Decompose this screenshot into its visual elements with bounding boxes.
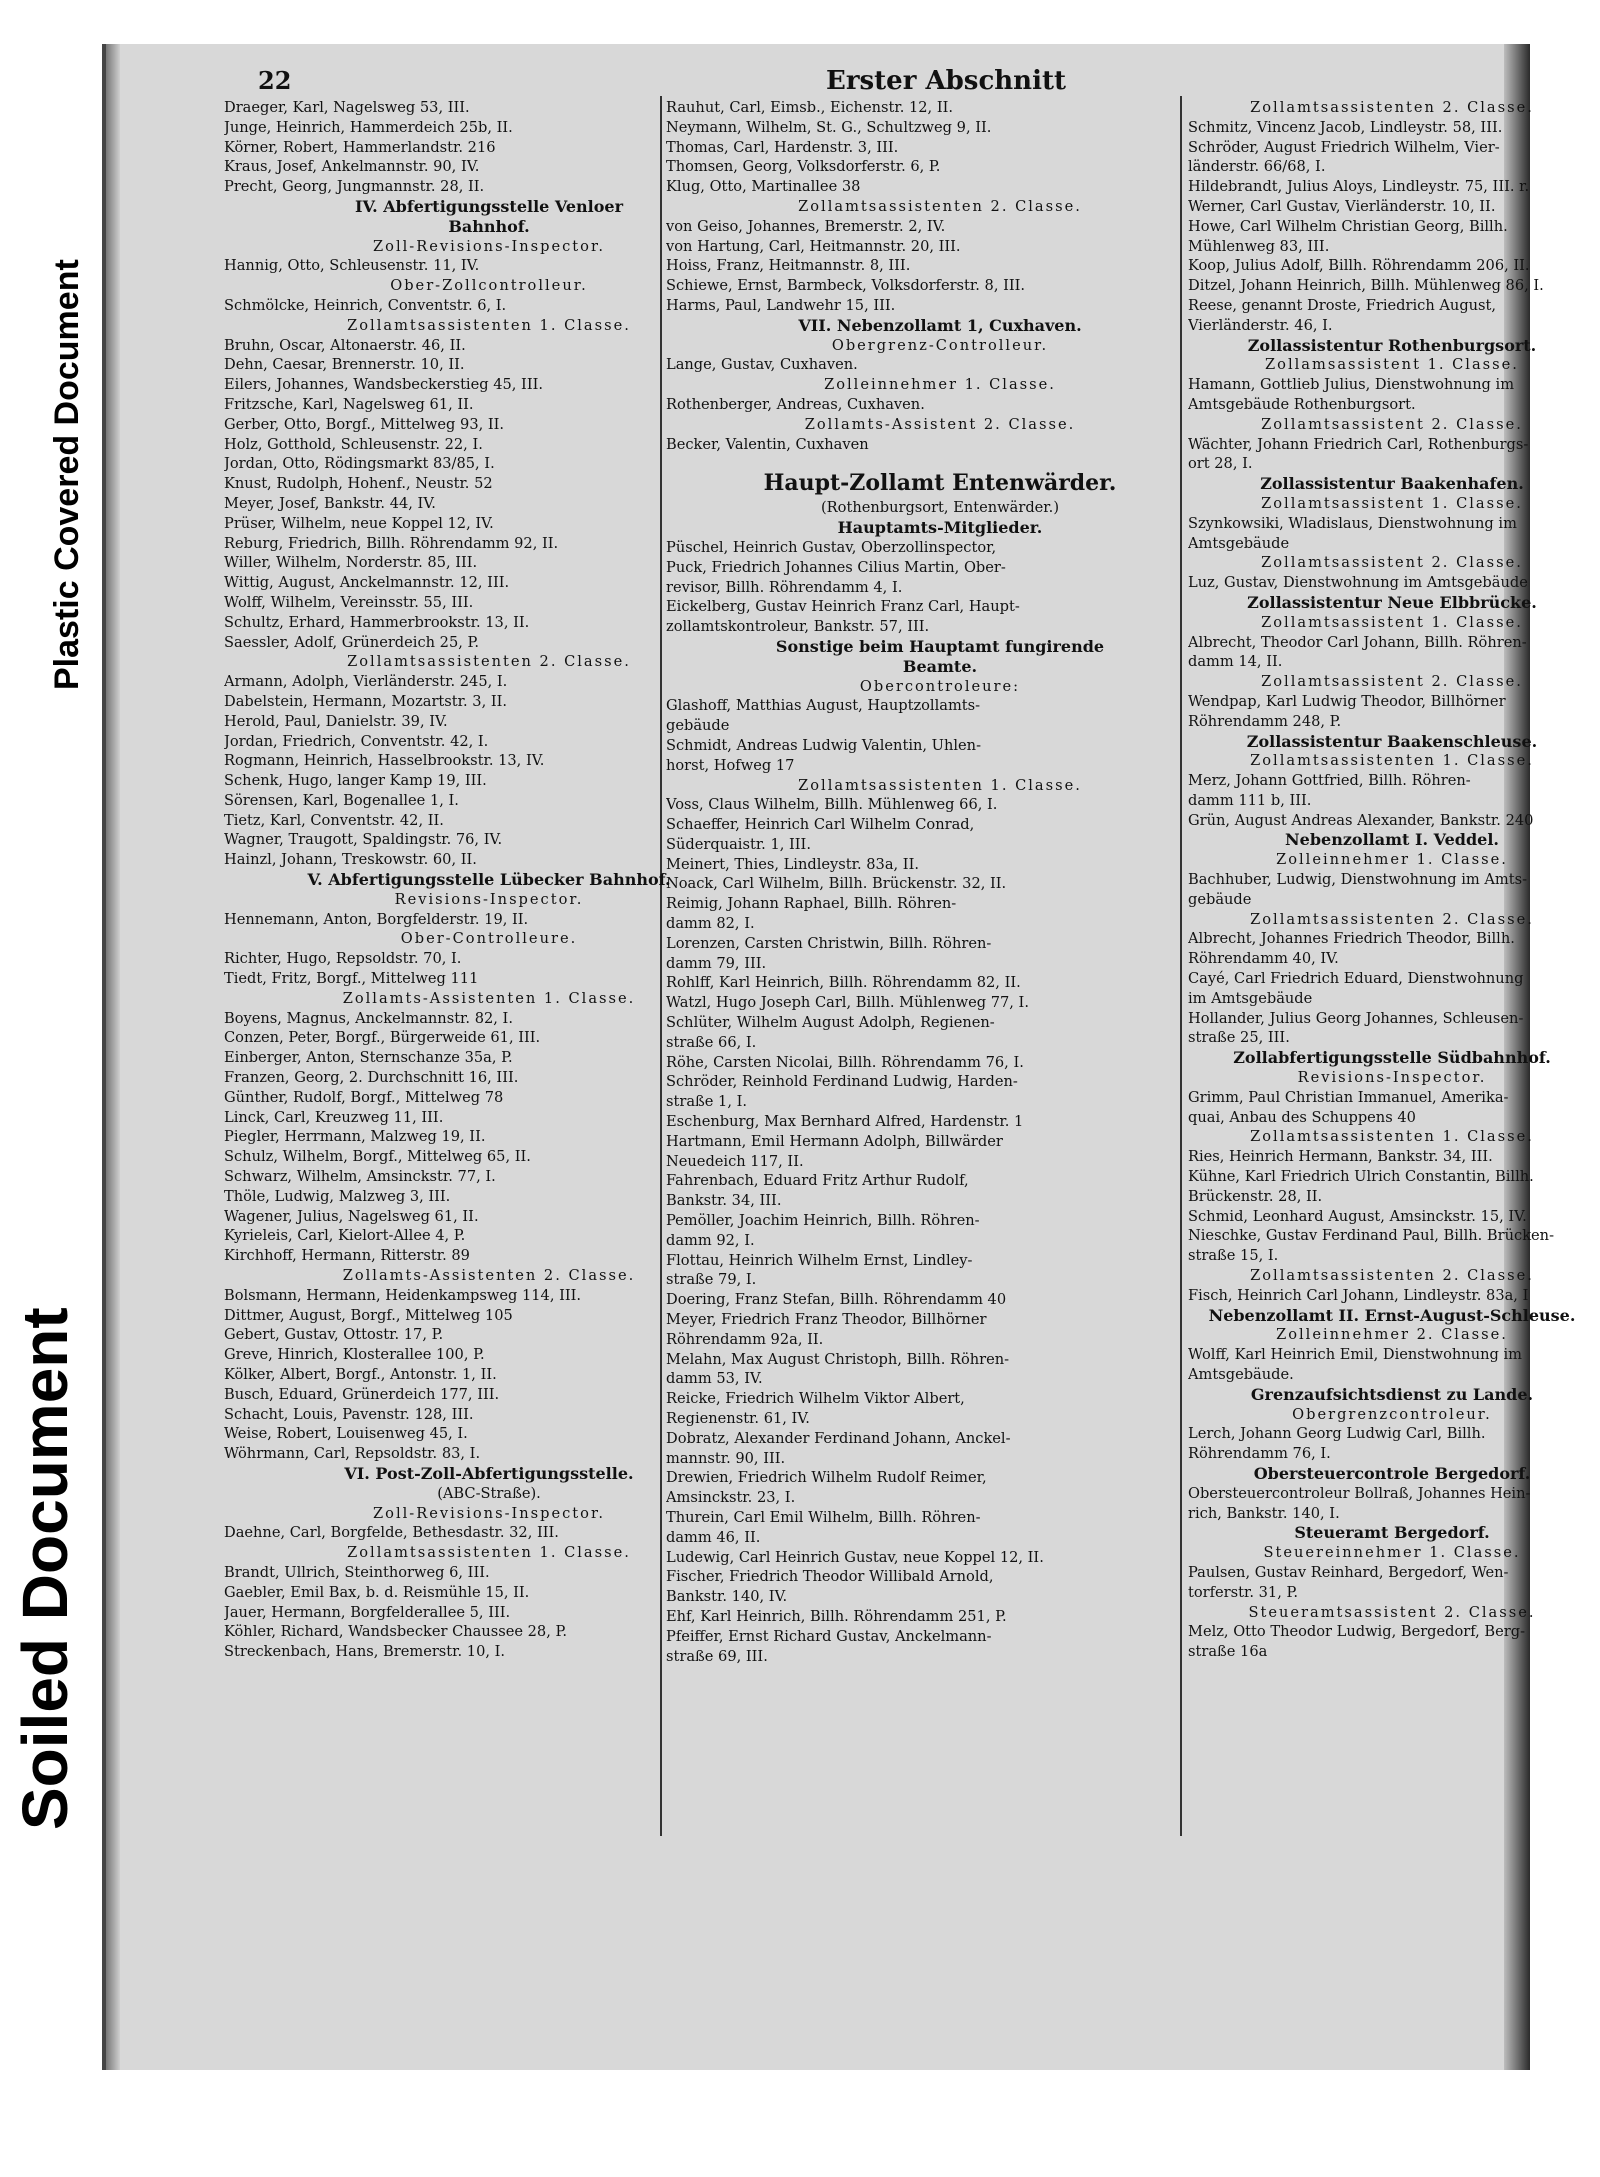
entry-line: Saessler, Adolf, Grünerdeich 25, P. xyxy=(224,633,480,651)
entry-line: Fahrenbach, Eduard Fritz Arthur Rudolf, xyxy=(666,1172,969,1190)
entry-line: ort 28, I. xyxy=(1188,455,1253,473)
entry-line: Kyrieleis, Carl, Kielort-Allee 4, P. xyxy=(224,1227,466,1245)
column-3 xyxy=(1188,98,1596,1662)
entry-line: Conzen, Peter, Borgf., Bürgerweide 61, III. xyxy=(224,1029,541,1047)
entry-line: Hainzl, Johann, Treskowstr. 60, II. xyxy=(224,851,477,869)
entry-line: Regienenstr. 61, IV. xyxy=(666,1410,810,1427)
entry-line: Ludewig, Carl Heinrich Gustav, neue Koppel 12, II. xyxy=(666,1548,1044,1566)
entry-line: Röhrendamm 248, P. xyxy=(1188,712,1342,730)
entry-line: Nieschke, Gustav Ferdinand Paul, Billh. Brücken- xyxy=(1188,1227,1555,1245)
entry-line: Kühne, Karl Friedrich Ulrich Constantin, Billh. xyxy=(1188,1168,1534,1186)
entry-line: Amtsgebäude Rothenburgsort. xyxy=(1188,395,1416,413)
section-heading: Hauptamts-Mitglieder. xyxy=(837,518,1043,538)
rank-heading: Zollamts-Assistenten 2. Classe. xyxy=(342,1267,636,1285)
entry-line: Doering, Franz Stefan, Billh. Röhrendamm 40 xyxy=(666,1291,1007,1309)
soiled-document-label: Soiled Document xyxy=(9,1307,81,1830)
entry-line: revisor, Billh. Röhrendamm 4, I. xyxy=(666,578,903,596)
entry-line: Meyer, Friedrich Franz Theodor, Billhörner xyxy=(666,1311,987,1329)
entry-line: Weise, Robert, Louisenweg 45, I. xyxy=(224,1425,468,1443)
section-heading: Zollassistentur Baakenhafen. xyxy=(1260,474,1524,494)
entry-line: Pemöller, Joachim Heinrich, Billh. Röhren- xyxy=(666,1212,980,1230)
entry-line: Tiedt, Fritz, Borgf., Mittelweg 111 xyxy=(224,970,479,988)
entry-line: straße 66, I. xyxy=(666,1033,757,1051)
entry-line: Thöle, Ludwig, Malzweg 3, III. xyxy=(224,1187,451,1205)
entry-line: Schaeffer, Heinrich Carl Wilhelm Conrad, xyxy=(666,816,975,834)
rank-heading: Zollamtsassistenten 1. Classe. xyxy=(798,776,1082,794)
page-left-edge xyxy=(106,44,120,2070)
entry-line: Dehn, Caesar, Brennerstr. 10, II. xyxy=(224,356,465,374)
entry-line: Melz, Otto Theodor Ludwig, Bergedorf, Berg- xyxy=(1188,1623,1526,1641)
rank-heading: Zolleinnehmer 1. Classe. xyxy=(1276,851,1508,869)
entry-line: Meinert, Thies, Lindleystr. 83a, II. xyxy=(666,855,919,873)
entry-line: Amsinckstr. 23, I. xyxy=(666,1489,796,1507)
entry-line: Einberger, Anton, Sternschanze 35a, P. xyxy=(224,1049,513,1067)
entry-line: Drewien, Friedrich Wilhelm Rudolf Reimer, xyxy=(666,1469,987,1487)
entry-line: Meyer, Josef, Bankstr. 44, IV. xyxy=(224,494,436,512)
entry-line: Neymann, Wilhelm, St. G., Schultzweg 9, II. xyxy=(666,118,992,136)
entry-line: Ditzel, Johann Heinrich, Billh. Mühlenweg 86, I. xyxy=(1188,277,1544,295)
entry-line: Schwarz, Wilhelm, Amsinckstr. 77, I. xyxy=(224,1168,496,1186)
entry-line: damm 82, I. xyxy=(666,915,755,933)
entry-line: Mühlenweg 83, III. xyxy=(1188,237,1330,255)
entry-line: Voss, Claus Wilhelm, Billh. Mühlenweg 66, I. xyxy=(666,796,998,814)
scanned-page xyxy=(102,44,1576,2070)
entry-line: damm 46, II. xyxy=(666,1528,761,1546)
entry-line: Kirchhoff, Hermann, Ritterstr. 89 xyxy=(224,1247,470,1265)
entry-line: gebäude xyxy=(1188,890,1252,908)
entry-line: Hollander, Julius Georg Johannes, Schleusen- xyxy=(1188,1009,1524,1027)
entry-line: straße 25, III. xyxy=(1188,1029,1290,1047)
rank-heading: Zollamtsassistenten 2. Classe. xyxy=(1250,99,1534,116)
entry-line: Herold, Paul, Danielstr. 39, IV. xyxy=(224,712,448,730)
entry-line: Szynkowsiki, Wladislaus, Dienstwohnung im xyxy=(1188,514,1517,532)
rank-heading: Ober-Controlleure. xyxy=(400,930,578,948)
entry-line: Bruhn, Oscar, Altonaerstr. 46, II. xyxy=(224,336,466,354)
entry-line: Boyens, Magnus, Anckelmannstr. 82, I. xyxy=(224,1009,513,1027)
section-heading: Steueramt Bergedorf. xyxy=(1294,1523,1490,1543)
entry-line: Melahn, Max August Christoph, Billh. Röhren- xyxy=(666,1350,1010,1368)
entry-line: Wolff, Karl Heinrich Emil, Dienstwohnung im xyxy=(1188,1346,1522,1364)
entry-line: Wöhrmann, Carl, Repsoldstr. 83, I. xyxy=(224,1445,481,1463)
rank-heading: Zoll-Revisions-Inspector. xyxy=(373,1504,605,1522)
entry-line: Grün, August Andreas Alexander, Bankstr. 240 xyxy=(1188,811,1534,829)
rank-heading: Steueramtsassistent 2. Classe. xyxy=(1248,1603,1536,1621)
entry-line: Rohlff, Karl Heinrich, Billh. Röhrendamm 82, II. xyxy=(666,974,1021,992)
rank-heading: Zollamtsassistent 1. Classe. xyxy=(1261,613,1523,631)
entry-line: Günther, Rudolf, Borgf., Mittelweg 78 xyxy=(224,1088,504,1106)
section-heading: Zollassistentur Baakenschleuse. xyxy=(1246,731,1538,751)
entry-line: Eickelberg, Gustav Heinrich Franz Carl, Haupt- xyxy=(666,598,1020,616)
entry-line: Watzl, Hugo Joseph Carl, Billh. Mühlenweg 77, I. xyxy=(666,994,1029,1012)
plastic-covered-label: Plastic Covered Document xyxy=(48,259,86,690)
section-heading: Bahnhof. xyxy=(448,216,530,236)
entry-line: Daehne, Carl, Borgfelde, Bethesdastr. 32, III. xyxy=(224,1524,559,1542)
entry-line: Schmitz, Vincenz Jacob, Lindleystr. 58, III. xyxy=(1188,118,1503,136)
section-subtitle: (ABC-Straße). xyxy=(437,1484,541,1502)
entry-line: Werner, Carl Gustav, Vierländerstr. 10, II. xyxy=(1188,197,1496,215)
entry-line: Wendpap, Karl Ludwig Theodor, Billhörner xyxy=(1188,692,1506,710)
entry-line: Eschenburg, Max Bernhard Alfred, Hardenstr. 1 xyxy=(666,1113,1024,1131)
entry-line: Koop, Julius Adolf, Billh. Röhrendamm 206, II. xyxy=(1188,257,1530,275)
entry-line: Wittig, August, Anckelmannstr. 12, III. xyxy=(224,574,510,592)
entry-line: Pfeiffer, Ernst Richard Gustav, Anckelmann- xyxy=(666,1627,992,1645)
entry-line: damm 79, III. xyxy=(666,954,767,972)
entry-line: Schlüter, Wilhelm August Adolph, Regienen- xyxy=(666,1014,995,1032)
section-heading: VII. Nebenzollamt 1, Cuxhaven. xyxy=(798,315,1082,335)
entry-line: Willer, Wilhelm, Norderstr. 85, III. xyxy=(224,554,478,572)
entry-line: Lorenzen, Carsten Christwin, Billh. Röhren- xyxy=(666,934,992,952)
entry-line: Noack, Carl Wilhelm, Billh. Brückenstr. 32, II. xyxy=(666,875,1007,893)
entry-line: Püschel, Heinrich Gustav, Oberzollinspector, xyxy=(666,538,997,556)
entry-line: Bachhuber, Ludwig, Dienstwohnung im Amts- xyxy=(1188,871,1528,889)
section-heading: Beamte. xyxy=(902,656,978,676)
entry-line: straße 16a xyxy=(1188,1643,1268,1661)
rank-heading: Zollamtsassistenten 2. Classe. xyxy=(1250,910,1534,928)
rank-heading: Zollamtsassistenten 2. Classe. xyxy=(347,653,631,671)
entry-line: Cayé, Carl Friedrich Eduard, Dienstwohnung xyxy=(1188,970,1524,988)
rank-heading: Zollamsassistent 1. Classe. xyxy=(1265,356,1519,374)
entry-line: länderstr. 66/68, I. xyxy=(1188,158,1326,176)
entry-line: Fisch, Heinrich Carl Johann, Lindleystr. 83a, I xyxy=(1188,1286,1529,1304)
entry-line: Harms, Paul, Landwehr 15, III. xyxy=(666,296,896,314)
entry-line: Piegler, Herrmann, Malzweg 19, II. xyxy=(224,1128,486,1146)
entry-line: Röhrendamm 40, IV. xyxy=(1188,950,1339,968)
entry-line: Köhler, Richard, Wandsbecker Chaussee 28, P. xyxy=(224,1623,567,1641)
entry-line: Dittmer, August, Borgf., Mittelweg 105 xyxy=(224,1306,513,1324)
entry-line: Wagner, Traugott, Spaldingstr. 76, IV. xyxy=(224,831,503,849)
section-heading: Sonstige beim Hauptamt fungirende xyxy=(775,636,1105,656)
office-title: Haupt-Zollamt Entenwärder. xyxy=(763,470,1117,497)
entry-line: Fritzsche, Karl, Nagelsweg 61, II. xyxy=(224,395,474,413)
entry-line: Thomsen, Georg, Volksdorferstr. 6, P. xyxy=(666,158,941,176)
rank-heading: Revisions-Inspector. xyxy=(394,890,584,908)
entry-line: Ries, Heinrich Hermann, Bankstr. 34, III. xyxy=(1188,1148,1493,1166)
entry-line: Jauer, Hermann, Borgfelderallee 5, III. xyxy=(224,1603,511,1621)
section-heading: IV. Abfertigungsstelle Venloer xyxy=(354,196,624,216)
entry-line: Hannig, Otto, Schleusenstr. 11, IV. xyxy=(224,257,480,275)
entry-line: Prüser, Wilhelm, neue Koppel 12, IV. xyxy=(224,514,494,532)
entry-line: Glashoff, Matthias August, Hauptzollamts- xyxy=(666,697,981,715)
entry-line: zollamtskontroleur, Bankstr. 57, III. xyxy=(666,618,930,636)
entry-line: Schiewe, Ernst, Barmbeck, Volksdorferstr. 8, III. xyxy=(666,277,1026,295)
rank-heading: Zollamtsassistenten 1. Classe. xyxy=(1250,752,1534,770)
entry-line: Röhrendamm 76, I. xyxy=(1188,1445,1331,1463)
entry-line: Armann, Adolph, Vierländerstr. 245, I. xyxy=(224,673,508,691)
entry-line: Holz, Gotthold, Schleusenstr. 22, I. xyxy=(224,435,483,453)
section-heading: Nebenzollamt II. Ernst-August-Schleuse. xyxy=(1208,1305,1576,1325)
rank-heading: Zollamtsassistenten 1. Classe. xyxy=(347,1544,631,1562)
rank-heading: Zollamtsassistent 2. Classe. xyxy=(1261,673,1523,691)
entry-line: Gebert, Gustav, Ottostr. 17, P. xyxy=(224,1326,444,1344)
entry-line: gebäude xyxy=(666,717,730,735)
entry-line: Brückenstr. 28, II. xyxy=(1188,1187,1323,1205)
rank-heading: Revisions-Inspector. xyxy=(1297,1069,1487,1087)
entry-line: Schenk, Hugo, langer Kamp 19, III. xyxy=(224,772,487,790)
entry-line: Rauhut, Carl, Eimsb., Eichenstr. 12, II. xyxy=(666,99,954,116)
entry-line: straße 69, III. xyxy=(666,1647,768,1665)
entry-line: Fischer, Friedrich Theodor Willibald Arnold, xyxy=(666,1568,994,1586)
entry-line: Wagener, Julius, Nagelsweg 61, II. xyxy=(224,1207,479,1225)
rank-heading: Obergrenz-Controlleur. xyxy=(831,336,1049,354)
entry-line: Röhe, Carsten Nicolai, Billh. Röhrendamm 76, I. xyxy=(666,1053,1024,1071)
entry-line: Becker, Valentin, Cuxhaven xyxy=(666,435,869,453)
entry-line: damm 14, II. xyxy=(1188,653,1283,671)
entry-line: damm 92, I. xyxy=(666,1231,755,1249)
page-header: Erster Abschnitt xyxy=(826,66,1066,96)
entry-line: Knust, Rudolph, Hohenf., Neustr. 52 xyxy=(224,475,493,493)
rank-heading: Zollamtsassistent 2. Classe. xyxy=(1261,415,1523,433)
section-heading: Obersteuercontrole Bergedorf. xyxy=(1253,1463,1531,1483)
entry-line: Puck, Friedrich Johannes Cilius Martin, Ober- xyxy=(666,558,1006,576)
rank-heading: Steuereinnehmer 1. Classe. xyxy=(1263,1544,1521,1562)
entry-line: von Geiso, Johannes, Bremerstr. 2, IV. xyxy=(666,217,946,235)
entry-line: Bolsmann, Hermann, Heidenkampsweg 114, III. xyxy=(224,1286,582,1304)
section-heading: Zollassistentur Rothenburgsort. xyxy=(1247,335,1537,355)
entry-line: Lerch, Johann Georg Ludwig Carl, Billh. xyxy=(1188,1425,1486,1443)
entry-line: damm 53, IV. xyxy=(666,1370,763,1388)
entry-line: Greve, Hinrich, Klosterallee 100, P. xyxy=(224,1346,485,1364)
entry-line: Schmid, Leonhard August, Amsinckstr. 15, IV. xyxy=(1188,1207,1527,1225)
entry-line: Thomas, Carl, Hardenstr. 3, III. xyxy=(666,138,899,156)
entry-line: quai, Anbau des Schuppens 40 xyxy=(1188,1108,1416,1126)
entry-line: Hennemann, Anton, Borgfelderstr. 19, II. xyxy=(224,910,529,928)
entry-line: Reese, genannt Droste, Friedrich August, xyxy=(1188,296,1497,314)
rank-heading: Zolleinnehmer 2. Classe. xyxy=(1276,1326,1508,1344)
spacer xyxy=(666,454,1214,468)
entry-line: Hoiss, Franz, Heitmannstr. 8, III. xyxy=(666,257,911,275)
entry-line: im Amtsgebäude xyxy=(1188,989,1313,1007)
entry-line: Reicke, Friedrich Wilhelm Viktor Albert, xyxy=(666,1390,965,1408)
entry-line: Hamann, Gottlieb Julius, Dienstwohnung im xyxy=(1188,376,1515,394)
entry-line: Süderquaistr. 1, III. xyxy=(666,835,811,853)
entry-line: Schultz, Erhard, Hammerbrookstr. 13, II. xyxy=(224,613,530,631)
entry-line: Merz, Johann Gottfried, Billh. Röhren- xyxy=(1188,772,1471,790)
entry-line: Flottau, Heinrich Wilhelm Ernst, Lindley- xyxy=(666,1251,973,1269)
entry-line: Linck, Carl, Kreuzweg 11, III. xyxy=(224,1108,444,1126)
entry-line: Albrecht, Johannes Friedrich Theodor, Billh. xyxy=(1188,930,1515,948)
entry-line: Klug, Otto, Martinallee 38 xyxy=(666,178,861,196)
entry-line: Schröder, Reinhold Ferdinand Ludwig, Harden- xyxy=(666,1073,1018,1091)
entry-line: Draeger, Karl, Nagelsweg 53, III. xyxy=(224,99,470,116)
rank-heading: Ober-Zollcontrolleur. xyxy=(390,277,588,295)
rank-heading: Zollamtsassistenten 2. Classe. xyxy=(798,197,1082,215)
entry-line: Tietz, Karl, Conventstr. 42, II. xyxy=(224,811,444,829)
entry-line: Grimm, Paul Christian Immanuel, Amerika- xyxy=(1188,1088,1509,1106)
entry-line: Gaebler, Emil Bax, b. d. Reismühle 15, II. xyxy=(224,1583,530,1601)
rank-heading: Zolleinnehmer 1. Classe. xyxy=(824,376,1056,394)
entry-line: Junge, Heinrich, Hammerdeich 25b, II. xyxy=(224,118,513,136)
entry-line: Ehf, Karl Heinrich, Billh. Röhrendamm 251, P. xyxy=(666,1607,1007,1625)
rank-heading: Zollamts-Assistent 2. Classe. xyxy=(804,415,1076,433)
entry-line: von Hartung, Carl, Heitmannstr. 20, III. xyxy=(666,237,961,255)
rank-heading: Zollamtsassistenten 1. Classe. xyxy=(347,316,631,334)
entry-line: mannstr. 90, III. xyxy=(666,1449,786,1467)
entry-line: rich, Bankstr. 140, I. xyxy=(1188,1504,1340,1522)
entry-line: Paulsen, Gustav Reinhard, Bergedorf, Wen- xyxy=(1188,1563,1509,1581)
entry-line: Hartmann, Emil Hermann Adolph, Billwärder xyxy=(666,1132,1003,1150)
section-heading: Zollassistentur Neue Elbbrücke. xyxy=(1247,592,1537,612)
entry-line: Röhrendamm 92a, II. xyxy=(666,1330,824,1348)
entry-line: Bankstr. 34, III. xyxy=(666,1192,782,1210)
entry-line: Neuedeich 117, II. xyxy=(666,1152,804,1170)
entry-line: Eilers, Johannes, Wandsbeckerstieg 45, III. xyxy=(224,376,543,394)
entry-line: Bankstr. 140, IV. xyxy=(666,1588,788,1606)
rank-heading: Zollamts-Assistenten 1. Classe. xyxy=(342,989,636,1007)
entry-line: straße 1, I. xyxy=(666,1093,748,1111)
entry-line: Albrecht, Theodor Carl Johann, Billh. Röhren- xyxy=(1188,633,1527,651)
entry-line: Vierländerstr. 46, I. xyxy=(1188,316,1333,334)
entry-line: Kraus, Josef, Ankelmannstr. 90, IV. xyxy=(224,158,480,176)
section-subtitle: (Rothenburgsort, Entenwärder.) xyxy=(820,499,1060,517)
section-heading: V. Abfertigungsstelle Lübecker Bahnhof. xyxy=(307,870,671,890)
entry-line: Busch, Eduard, Grünerdeich 177, III. xyxy=(224,1385,500,1403)
label-strip xyxy=(0,0,100,2070)
entry-line: Wächter, Johann Friedrich Carl, Rothenburgs- xyxy=(1188,435,1529,453)
entry-line: Rogmann, Heinrich, Hasselbrookstr. 13, IV. xyxy=(224,752,545,770)
entry-line: Schmidt, Andreas Ludwig Valentin, Uhlen- xyxy=(666,736,981,754)
entry-line: Schacht, Louis, Pavenstr. 128, III. xyxy=(224,1405,474,1423)
rank-heading: Zoll-Revisions-Inspector. xyxy=(373,237,605,255)
entry-line: Hildebrandt, Julius Aloys, Lindleystr. 75, III. r. xyxy=(1188,178,1530,196)
entry-line: straße 79, I. xyxy=(666,1271,757,1289)
entry-line: Kölker, Albert, Borgf., Antonstr. 1, II. xyxy=(224,1366,497,1383)
entry-line: Streckenbach, Hans, Bremerstr. 10, I. xyxy=(224,1643,506,1661)
entry-line: Richter, Hugo, Repsoldstr. 70, I. xyxy=(224,950,462,968)
entry-line: Luz, Gustav, Dienstwohnung im Amtsgebäude xyxy=(1188,574,1528,592)
entry-line: torferstr. 31, P. xyxy=(1188,1583,1298,1601)
entry-line: Jordan, Otto, Rödingsmarkt 83/85, I. xyxy=(224,455,495,473)
rank-heading: Zollamtsassistenten 2. Classe. xyxy=(1250,1267,1534,1285)
entry-line: Körner, Robert, Hammerlandstr. 216 xyxy=(224,138,496,156)
entry-line: Franzen, Georg, 2. Durchschnitt 16, III. xyxy=(224,1069,519,1087)
section-heading: Zollabfertigungsstelle Südbahnhof. xyxy=(1233,1048,1551,1068)
entry-line: Brandt, Ullrich, Steinthorweg 6, III. xyxy=(224,1563,490,1581)
rank-heading: Obercontroleure: xyxy=(859,677,1021,695)
section-heading: VI. Post-Zoll-Abfertigungsstelle. xyxy=(344,1463,634,1483)
section-heading: Grenzaufsichtsdienst zu Lande. xyxy=(1250,1384,1534,1404)
entry-line: Precht, Georg, Jungmannstr. 28, II. xyxy=(224,178,485,196)
entry-line: Reburg, Friedrich, Billh. Röhrendamm 92, II. xyxy=(224,534,559,552)
entry-line: damm 111 b, III. xyxy=(1188,791,1312,809)
entry-line: Jordan, Friedrich, Conventstr. 42, I. xyxy=(224,732,489,750)
entry-line: Schulz, Wilhelm, Borgf., Mittelweg 65, II. xyxy=(224,1148,531,1166)
entry-line: Thurein, Carl Emil Wilhelm, Billh. Röhren- xyxy=(666,1508,981,1526)
entry-line: Sörensen, Karl, Bogenallee 1, I. xyxy=(224,791,459,809)
entry-line: Dabelstein, Hermann, Mozartstr. 3, II. xyxy=(224,692,508,710)
column-2 xyxy=(666,98,1214,1666)
rank-heading: Zollamtsassistenten 1. Classe. xyxy=(1250,1128,1534,1146)
entry-line: Howe, Carl Wilhelm Christian Georg, Billh. xyxy=(1188,217,1508,235)
page-number: 22 xyxy=(258,66,292,95)
entry-line: Rothenberger, Andreas, Cuxhaven. xyxy=(666,395,925,413)
entry-line: Amtsgebäude. xyxy=(1188,1366,1294,1383)
rank-heading: Zollamtsassistent 1. Classe. xyxy=(1261,494,1523,512)
entry-line: Obersteuercontroleur Bollraß, Johannes Hein- xyxy=(1188,1484,1531,1502)
entry-line: Amtsgebäude xyxy=(1188,534,1290,552)
rank-heading: Obergrenzcontroleur. xyxy=(1292,1405,1492,1423)
entry-line: Gerber, Otto, Borgf., Mittelweg 93, II. xyxy=(224,415,505,433)
rank-heading: Zollamtsassistent 2. Classe. xyxy=(1261,554,1523,572)
entry-line: Wolff, Wilhelm, Vereinsstr. 55, III. xyxy=(224,593,474,611)
entry-line: Schmölcke, Heinrich, Conventstr. 6, I. xyxy=(224,296,507,314)
entry-line: Dobratz, Alexander Ferdinand Johann, Anckel- xyxy=(666,1429,1011,1447)
entry-line: Schröder, August Friedrich Wilhelm, Vier- xyxy=(1188,138,1500,156)
entry-line: Reimig, Johann Raphael, Billh. Röhren- xyxy=(666,895,957,913)
section-heading: Nebenzollamt I. Veddel. xyxy=(1285,830,1499,850)
entry-line: Lange, Gustav, Cuxhaven. xyxy=(666,356,858,374)
entry-line: horst, Hofweg 17 xyxy=(666,756,795,774)
entry-line: straße 15, I. xyxy=(1188,1247,1279,1265)
